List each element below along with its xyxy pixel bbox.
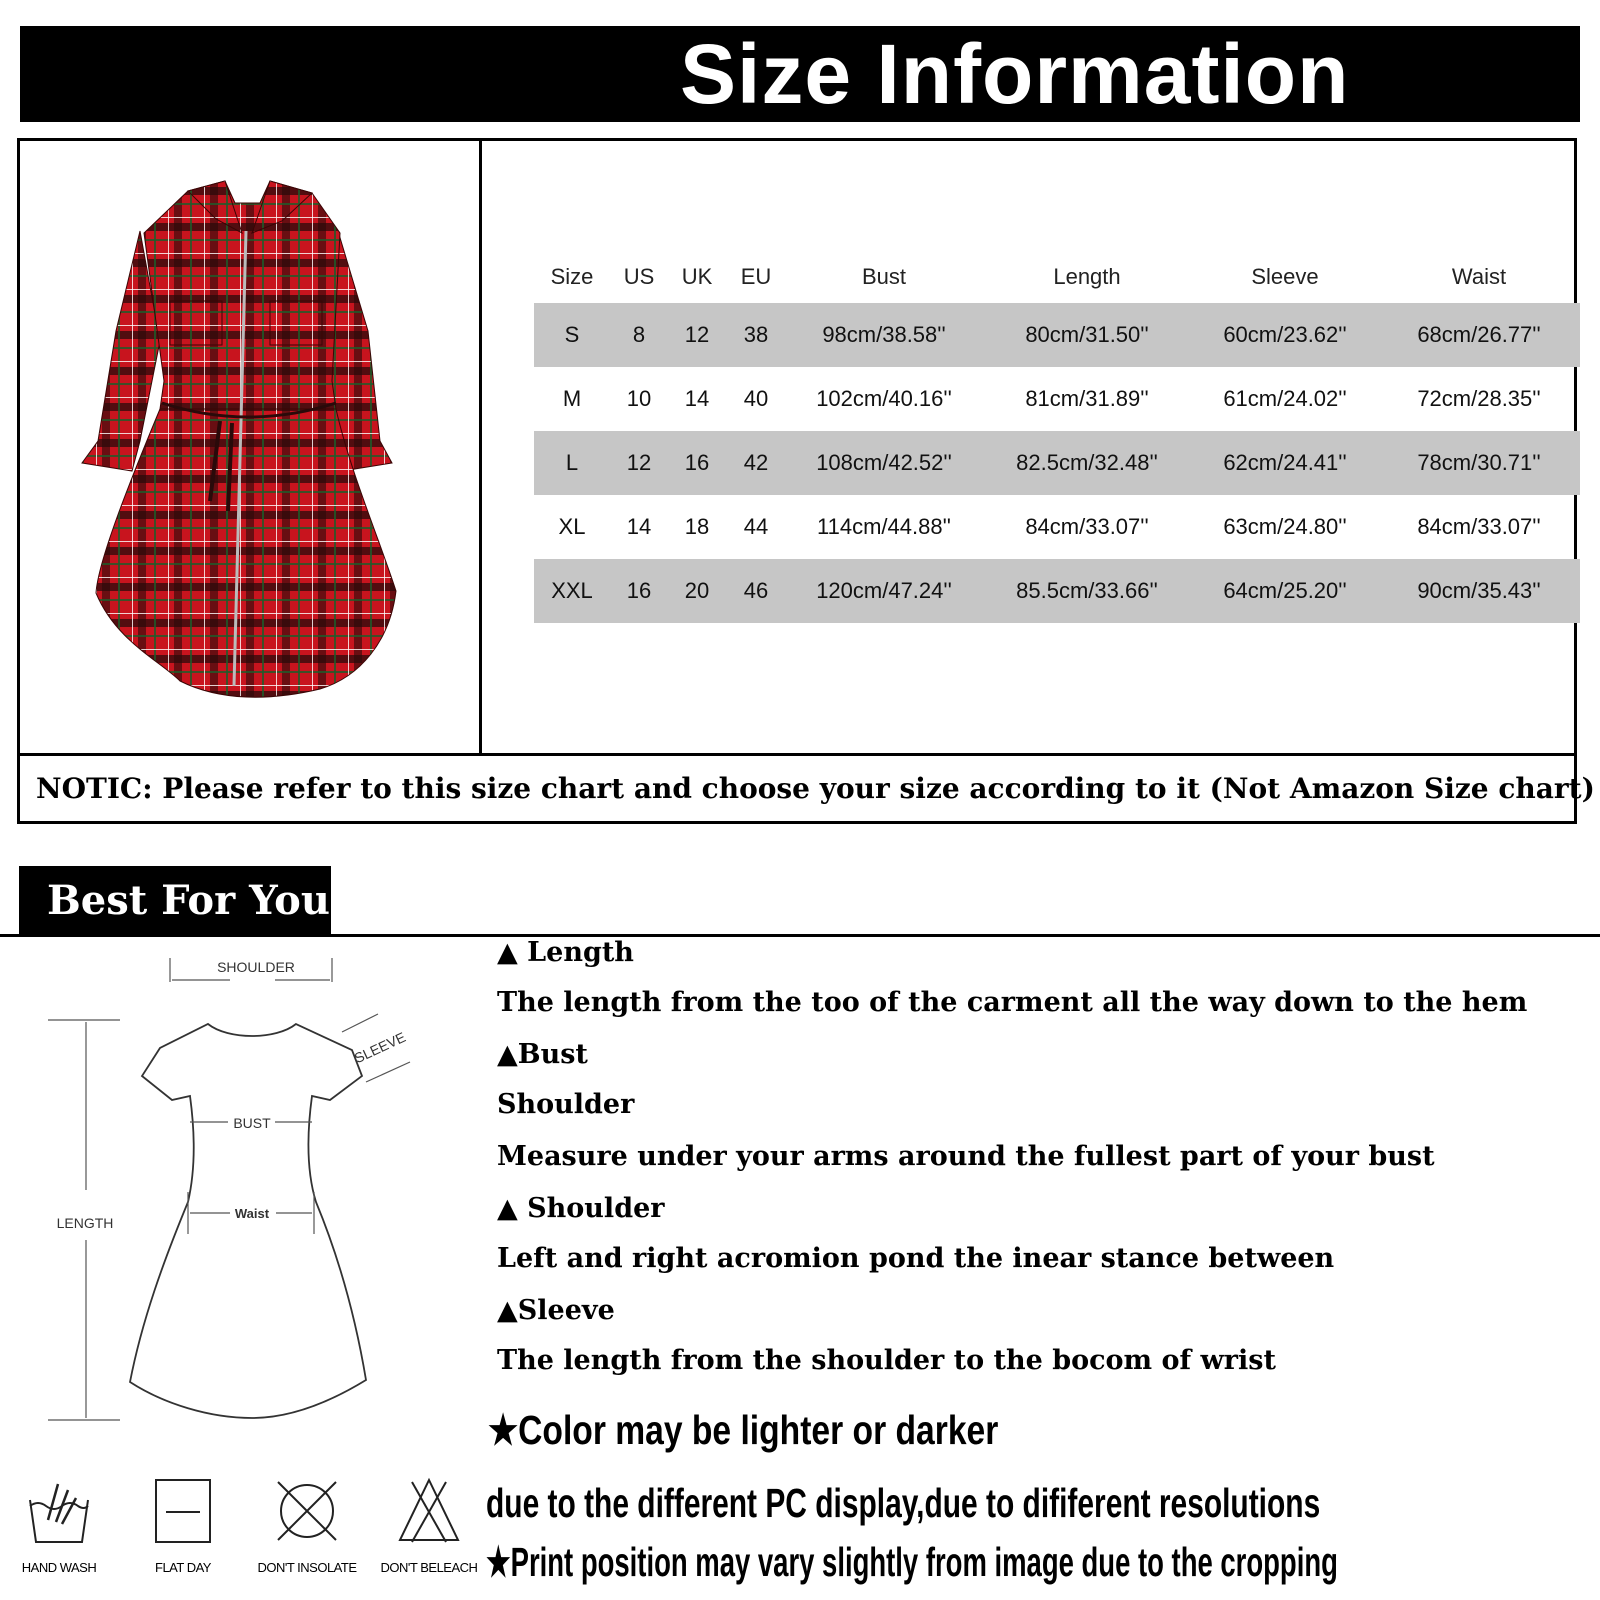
table-cell: 61cm/24.02'' <box>1223 386 1347 411</box>
note-sleeve-text: The length from the shoulder to the bocom of wrist <box>497 1345 1276 1376</box>
table-cell: 78cm/30.71'' <box>1378 431 1580 495</box>
title-bar <box>20 26 1580 122</box>
table-cell: 16 <box>610 559 668 623</box>
table-cell: 72cm/28.35'' <box>1417 386 1541 411</box>
size-table-header-row <box>534 251 1580 303</box>
table-cell: 84cm/33.07'' <box>1025 514 1149 539</box>
column-header: Waist <box>1451 264 1507 289</box>
section-divider <box>0 934 1600 937</box>
table-cell: 20 <box>668 559 726 623</box>
note-shoulder-text: Left and right acromion pond the inear stance between <box>497 1243 1335 1274</box>
table-cell: 44 <box>743 514 769 539</box>
table-cell: 38 <box>726 303 786 367</box>
table-cell: 10 <box>626 386 652 411</box>
table-cell: 64cm/25.20'' <box>1192 559 1378 623</box>
table-cell: 18 <box>684 514 710 539</box>
table-cell: 42 <box>726 431 786 495</box>
size-table-cell <box>482 141 1574 753</box>
table-cell: 114cm/44.88'' <box>817 514 951 539</box>
table-cell: 81cm/31.89'' <box>1025 386 1149 411</box>
table-cell: 108cm/42.52'' <box>786 431 982 495</box>
table-cell: 84cm/33.07'' <box>1417 514 1541 539</box>
table-cell: 68cm/26.77'' <box>1378 303 1580 367</box>
table-cell: XXL <box>534 559 610 623</box>
waist-label: Waist <box>234 1206 270 1221</box>
table-cell: 82.5cm/32.48'' <box>982 431 1192 495</box>
table-cell: 62cm/24.41'' <box>1192 431 1378 495</box>
hand-wash-icon <box>24 1476 94 1546</box>
table-cell: 63cm/24.80'' <box>1223 514 1347 539</box>
care-flat-dry <box>128 1476 238 1575</box>
column-header: Sleeve <box>1251 264 1319 289</box>
note-sleeve-heading: ▲Sleeve <box>497 1295 615 1326</box>
table-cell: 60cm/23.62'' <box>1192 303 1378 367</box>
disclaimer-print-position: ★Print position may vary slightly from image due to the cropping <box>486 1539 1338 1585</box>
disclaimer-display: due to the different PC display,due to dififerent resolutions <box>486 1480 1321 1526</box>
table-cell: 98cm/38.58'' <box>786 303 982 367</box>
product-image-cell <box>20 141 482 753</box>
table-cell: S <box>534 303 610 367</box>
size-panel <box>17 138 1595 824</box>
table-cell: 120cm/47.24'' <box>786 559 982 623</box>
table-cell: 12 <box>668 303 726 367</box>
measurement-diagram <box>0 940 440 1430</box>
table-row <box>534 559 1580 623</box>
disclaimer-color: ★Color may be lighter or darker <box>488 1407 999 1453</box>
care-label: FLAT DAY <box>155 1560 211 1575</box>
table-cell: 14 <box>684 386 710 411</box>
do-not-insolate-icon <box>272 1476 342 1546</box>
care-label: DON'T BELEACH <box>380 1560 478 1575</box>
flat-dry-icon <box>148 1476 218 1546</box>
shoulder-label: SHOULDER <box>217 959 295 975</box>
sleeve-label: SLEEVE <box>351 1028 408 1067</box>
column-header: Size <box>550 264 594 289</box>
care-label: HAND WASH <box>21 1560 97 1575</box>
table-row <box>534 495 1580 559</box>
table-row <box>534 303 1580 367</box>
care-label: DON'T INSOLATE <box>257 1560 357 1575</box>
column-header: Bust <box>861 264 907 289</box>
best-for-you-text: Best For You <box>47 877 330 924</box>
care-hand-wash <box>4 1476 114 1575</box>
table-cell: L <box>534 431 610 495</box>
note-shoulder-heading: ▲ Shoulder <box>497 1193 665 1224</box>
table-cell: 102cm/40.16'' <box>816 386 952 411</box>
care-do-not-bleach <box>374 1476 484 1575</box>
column-header: UK <box>681 264 713 289</box>
notice-row <box>20 753 1595 821</box>
table-cell: M <box>562 386 582 411</box>
column-header: Length <box>1053 264 1121 289</box>
plaid-dress-image <box>20 141 479 753</box>
table-cell: 12 <box>610 431 668 495</box>
size-table <box>534 251 1580 623</box>
page-title: Size Information <box>680 27 1350 121</box>
note-bust-text: Measure under your arms around the fullest part of your bust <box>497 1141 1435 1172</box>
table-row <box>534 431 1580 495</box>
table-row <box>534 367 1580 431</box>
table-cell: 16 <box>668 431 726 495</box>
bust-label: BUST <box>233 1115 271 1131</box>
note-length-text: The length from the too of the carment all the way down to the hem <box>497 987 1528 1018</box>
note-bust-subheading: Shoulder <box>497 1089 635 1120</box>
do-not-bleach-icon <box>394 1476 464 1546</box>
table-cell: XL <box>558 514 586 539</box>
care-do-not-insolate <box>252 1476 362 1575</box>
note-bust-heading: ▲Bust <box>497 1039 588 1070</box>
table-cell: 85.5cm/33.66'' <box>982 559 1192 623</box>
table-cell: 90cm/35.43'' <box>1378 559 1580 623</box>
table-cell: 8 <box>610 303 668 367</box>
table-cell: 40 <box>743 386 769 411</box>
column-header: US <box>623 264 655 289</box>
length-label: LENGTH <box>56 1215 114 1231</box>
best-for-you-label <box>19 866 331 936</box>
column-header: EU <box>740 264 772 289</box>
table-cell: 14 <box>626 514 652 539</box>
size-notice: NOTIC: Please refer to this size chart and choose your size according to it (Not Amazon Size chart) <box>36 772 1595 805</box>
table-cell: 46 <box>726 559 786 623</box>
table-cell: 80cm/31.50'' <box>982 303 1192 367</box>
note-length-heading: ▲ Length <box>497 937 634 968</box>
